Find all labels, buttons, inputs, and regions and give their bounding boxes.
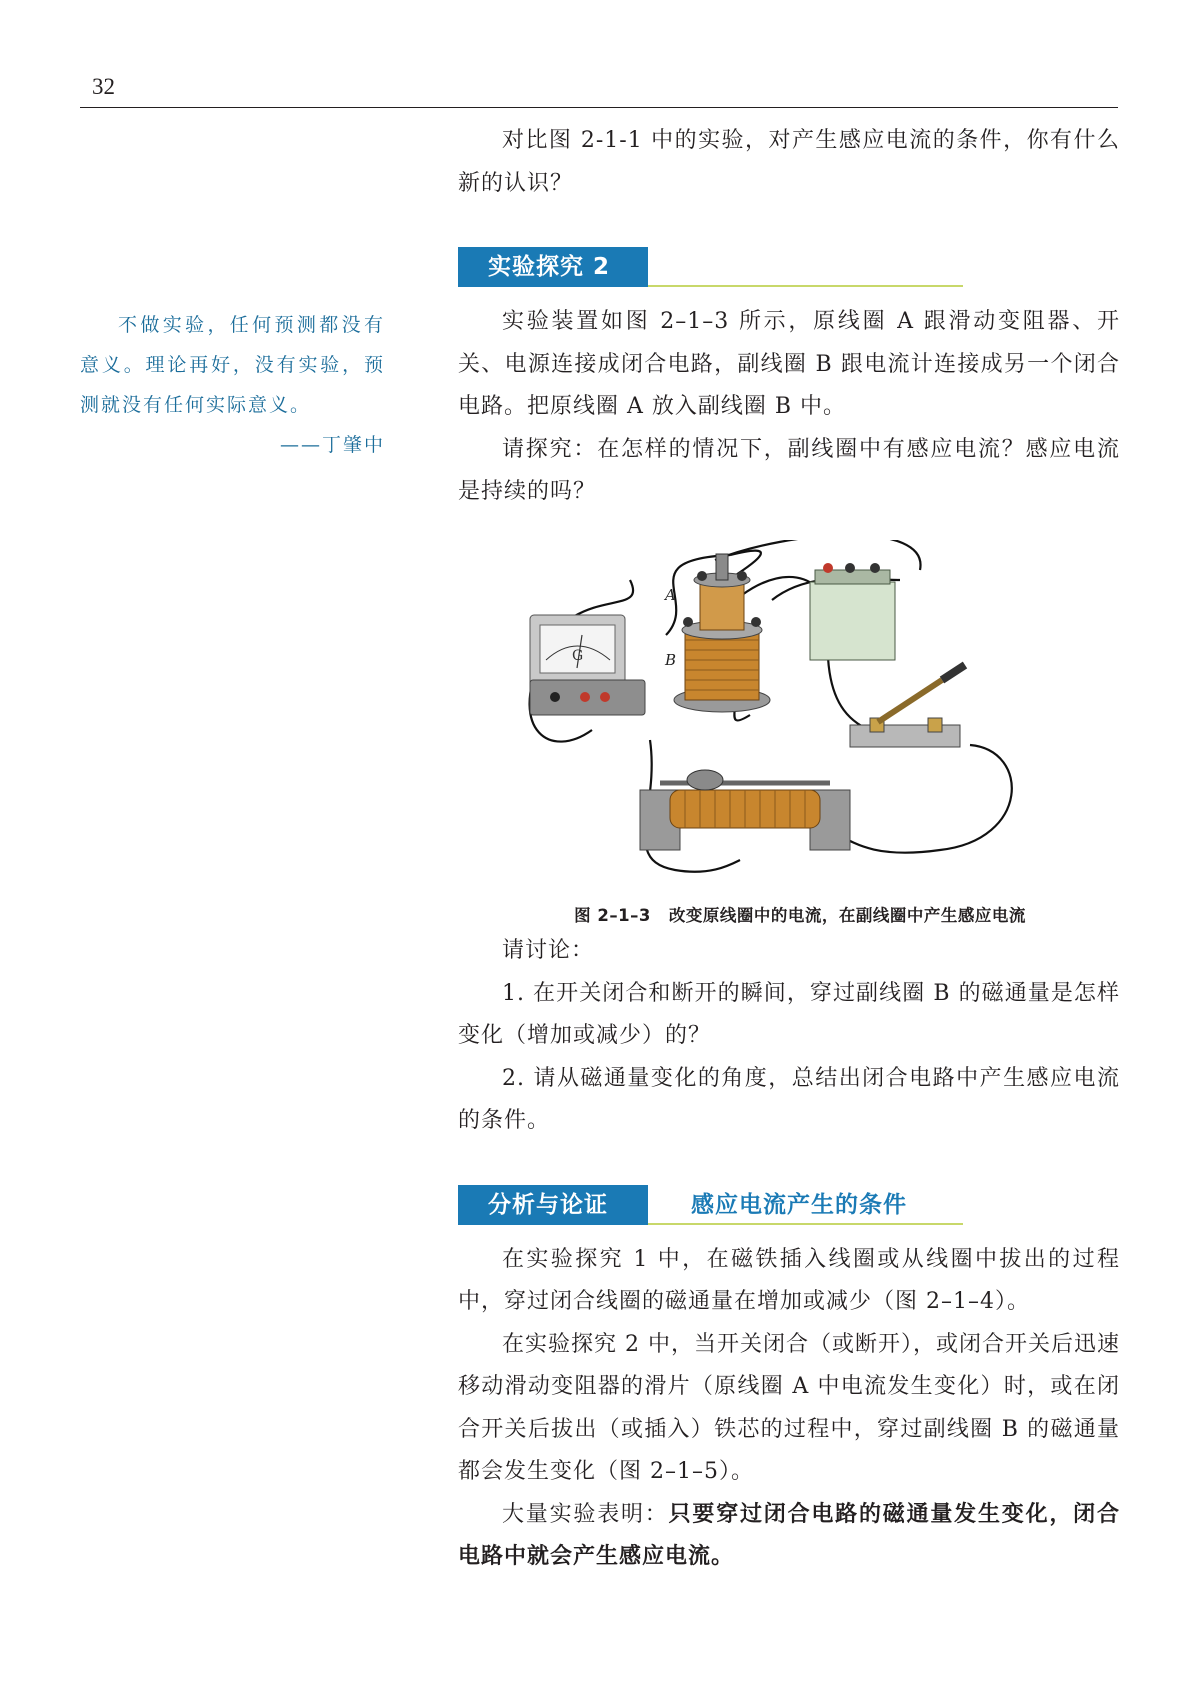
galvanometer <box>530 615 645 715</box>
coil-b-label: B <box>665 651 677 669</box>
conclusion-statement: 只要穿过闭合电路的磁通量发生变化，闭合电路中就会产生感应电流。 <box>458 1501 1120 1569</box>
analysis-paragraph-1: 在实验探究 1 中，在磁铁插入线圈或从线圈中拔出的过程中，穿过闭合线圈的磁通量在增加或减少（图 2–1–4）。 <box>458 1246 1120 1314</box>
experiment-paragraph-2: 请探究：在怎样的情况下，副线圈中有感应电流？感应电流是持续的吗？ <box>458 436 1120 504</box>
galvanometer-label: G <box>572 648 584 664</box>
figure-caption-number: 图 2–1–3 <box>574 906 651 925</box>
main-column <box>458 120 1120 514</box>
coil-assembly <box>663 554 770 712</box>
main-column-lower <box>458 930 1120 1579</box>
sidebar-quote: 不做实验，任何预测都没有意义。理论再好，没有实验，预测就没有任何实际意义。 <box>80 314 385 416</box>
header-rule <box>80 107 1118 108</box>
rheostat <box>640 770 850 850</box>
section-heading-analysis <box>458 1185 963 1225</box>
conclusion-lead: 大量实验表明： <box>502 1501 669 1527</box>
intro-paragraph: 对比图 2-1-1 中的实验，对产生感应电流的条件，你有什么新的认识？ <box>458 128 1120 196</box>
apparatus-illustration <box>510 540 1070 898</box>
figure-caption-text: 改变原线圈中的电流，在副线圈中产生感应电流 <box>668 906 1026 925</box>
page-number: 32 <box>92 74 115 99</box>
knife-switch <box>850 665 965 747</box>
discussion-lead: 请讨论： <box>502 938 595 963</box>
sidebar-quote-box <box>80 305 385 465</box>
section-rule <box>648 285 963 287</box>
sidebar-author: ——丁肇中 <box>279 434 385 456</box>
figure-caption <box>540 902 1060 926</box>
coil-a-label: A <box>665 586 676 604</box>
battery <box>810 563 895 660</box>
experiment-paragraph-1: 实验装置如图 2–1–3 所示，原线圈 A 跟滑动变阻器、开关、电源连接成闭合电路，副线圈 B 跟电流计连接成另一个闭合电路。把原线圈 A 放入副线圈 B 中。 <box>458 309 1120 419</box>
analysis-paragraph-2: 在实验探究 2 中，当开关闭合（或断开），或闭合开关后迅速移动滑动变阻器的滑片（原线圈 A 中电流发生变化）时，或在闭合开关后拔出（或插入）铁芯的过程中，穿过副线圈 B 的磁通量都会发生变化（图 2–1–5）。 <box>458 1331 1120 1484</box>
apparatus-figure <box>510 540 1070 898</box>
section-tag: 实验探究 2 <box>458 247 648 287</box>
discussion-question-2: 2. 请从磁通量变化的角度，总结出闭合电路中产生感应电流的条件。 <box>458 1065 1120 1133</box>
section-heading-experiment-2 <box>458 247 963 287</box>
conclusion-paragraph <box>458 1494 1120 1579</box>
section-tag: 分析与论证 <box>458 1185 648 1225</box>
section-subtitle: 感应电流产生的条件 <box>691 1191 907 1218</box>
discussion-question-1: 1. 在开关闭合和断开的瞬间，穿过副线圈 B 的磁通量是怎样变化（增加或减少）的？ <box>458 980 1120 1048</box>
